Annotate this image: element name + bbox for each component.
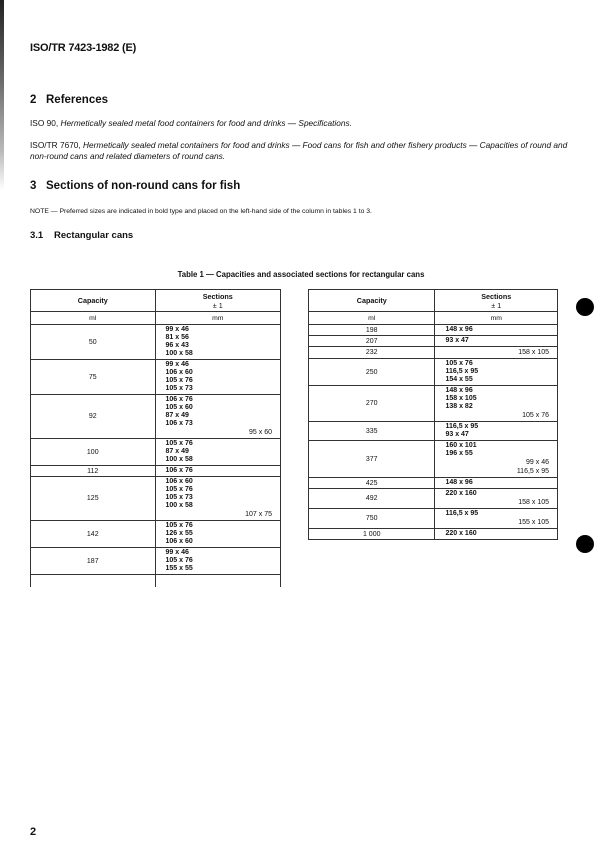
empty-cell bbox=[31, 575, 156, 588]
capacity-cell: 750 bbox=[309, 509, 435, 529]
preferred-section: 138 x 82 bbox=[445, 403, 473, 410]
table-row bbox=[31, 325, 281, 360]
capacity-cell: 75 bbox=[31, 360, 156, 395]
sections-cell bbox=[155, 395, 281, 439]
sections-cell bbox=[155, 477, 281, 521]
capacity-cell: 492 bbox=[309, 489, 435, 509]
capacity-cell: 1 000 bbox=[309, 529, 435, 540]
page-number: 2 bbox=[30, 826, 37, 838]
preferred-section: 81 x 56 bbox=[165, 334, 189, 341]
sections-cell bbox=[435, 325, 558, 336]
capacity-cell: 100 bbox=[31, 439, 156, 466]
sections-cell bbox=[155, 325, 281, 360]
capacity-cell: 125 bbox=[31, 477, 156, 521]
other-section: 107 x 75 bbox=[245, 511, 272, 518]
preferred-section: 106 x 73 bbox=[165, 420, 193, 427]
capacity-cell: 112 bbox=[31, 466, 156, 477]
preferred-section: 126 x 55 bbox=[165, 530, 193, 537]
preferred-section: 116,5 x 95 bbox=[445, 510, 479, 517]
reference-iso-90: ISO 90, Hermetically sealed metal food containers for food and drinks — Specifications. bbox=[30, 118, 352, 128]
sections-header: Sections ± 1 bbox=[435, 290, 558, 312]
table-row bbox=[31, 521, 281, 548]
preferred-section: 105 x 76 bbox=[165, 557, 193, 564]
sections-cell bbox=[155, 360, 281, 395]
capacity-unit: ml bbox=[309, 312, 435, 325]
preferred-section: 105 x 76 bbox=[165, 522, 193, 529]
reference-iso-tr-7670: ISO/TR 7670, Hermetically sealed metal containers for food and drinks — Food cans for fish and other fishery products — Capacities of round and non-round cans and related diameters of round cans. bbox=[30, 140, 568, 161]
empty-cell bbox=[155, 575, 281, 588]
preferred-section: 87 x 49 bbox=[165, 412, 189, 419]
preferred-section: 106 x 76 bbox=[165, 396, 193, 403]
document-identifier: ISO/TR 7423-1982 (E) bbox=[30, 42, 137, 54]
capacity-unit: ml bbox=[31, 312, 156, 325]
section-3-heading: 3 Sections of non-round cans for fish bbox=[30, 180, 241, 192]
table-row bbox=[31, 548, 281, 575]
scan-edge-shadow bbox=[0, 0, 4, 190]
sections-cell bbox=[435, 478, 558, 489]
table-row bbox=[309, 347, 558, 359]
preferred-section: 220 x 160 bbox=[445, 490, 477, 497]
sections-cell bbox=[155, 521, 281, 548]
table-row bbox=[309, 386, 558, 422]
preferred-section: 116,5 x 95 bbox=[445, 423, 479, 430]
capacity-cell: 232 bbox=[309, 347, 435, 359]
sections-header: Sections ± 1 bbox=[155, 290, 281, 312]
preferred-section: 99 x 46 bbox=[165, 326, 189, 333]
sections-cell bbox=[435, 336, 558, 347]
preferred-section: 106 x 60 bbox=[165, 538, 193, 545]
other-section: 116,5 x 95 bbox=[516, 468, 549, 475]
preferred-section: 148 x 96 bbox=[445, 387, 473, 394]
capacity-cell: 142 bbox=[31, 521, 156, 548]
sections-cell bbox=[435, 359, 558, 386]
table-row bbox=[31, 477, 281, 521]
binder-hole-top bbox=[576, 298, 594, 316]
sections-cell bbox=[155, 548, 281, 575]
preferred-section: 158 x 105 bbox=[445, 395, 477, 402]
table-row bbox=[309, 489, 558, 509]
preferred-section: 105 x 73 bbox=[165, 385, 193, 392]
preferred-section: 148 x 96 bbox=[445, 326, 473, 333]
capacity-cell: 92 bbox=[31, 395, 156, 439]
other-section: 105 x 76 bbox=[522, 412, 549, 419]
preferred-section: 105 x 60 bbox=[165, 404, 193, 411]
preferred-sizes-note: NOTE — Preferred sizes are indicated in bold type and placed on the left-hand side of the column in tables 1 to 3. bbox=[30, 208, 372, 215]
other-section: 158 x 105 bbox=[518, 349, 549, 356]
preferred-section: 160 x 101 bbox=[445, 442, 477, 449]
table-row bbox=[31, 360, 281, 395]
preferred-section: 106 x 60 bbox=[165, 369, 193, 376]
table-row bbox=[309, 359, 558, 386]
table-row bbox=[309, 325, 558, 336]
capacity-header: Capacity bbox=[31, 290, 156, 312]
capacity-cell: 270 bbox=[309, 386, 435, 422]
capacity-cell: 425 bbox=[309, 478, 435, 489]
preferred-section: 87 x 49 bbox=[165, 448, 189, 455]
preferred-section: 116,5 x 95 bbox=[445, 368, 479, 375]
table-continuation bbox=[31, 575, 281, 588]
preferred-section: 106 x 76 bbox=[165, 467, 193, 474]
other-section: 158 x 105 bbox=[518, 499, 549, 506]
capacity-header: Capacity bbox=[309, 290, 435, 312]
preferred-section: 196 x 55 bbox=[445, 450, 473, 457]
table-row bbox=[31, 395, 281, 439]
table-row bbox=[309, 509, 558, 529]
preferred-section: 154 x 55 bbox=[445, 376, 473, 383]
table-row bbox=[309, 478, 558, 489]
preferred-section: 106 x 60 bbox=[165, 478, 193, 485]
preferred-section: 100 x 58 bbox=[165, 456, 193, 463]
sections-cell bbox=[435, 441, 558, 478]
preferred-section: 105 x 76 bbox=[165, 486, 193, 493]
binder-hole-bottom bbox=[576, 535, 594, 553]
subsection-3-1-heading: 3.1 Rectangular cans bbox=[30, 230, 134, 241]
table-row bbox=[31, 439, 281, 466]
sections-cell bbox=[435, 386, 558, 422]
sections-cell bbox=[435, 509, 558, 529]
capacity-cell: 250 bbox=[309, 359, 435, 386]
preferred-section: 155 x 55 bbox=[165, 565, 193, 572]
capacity-cell: 377 bbox=[309, 441, 435, 478]
preferred-section: 99 x 46 bbox=[165, 549, 189, 556]
preferred-section: 100 x 58 bbox=[165, 350, 193, 357]
capacity-cell: 187 bbox=[31, 548, 156, 575]
preferred-section: 105 x 76 bbox=[445, 360, 473, 367]
table-row bbox=[309, 529, 558, 540]
capacity-cell: 207 bbox=[309, 336, 435, 347]
sections-cell bbox=[155, 439, 281, 466]
table-1-right bbox=[308, 289, 558, 540]
table-row bbox=[309, 441, 558, 478]
capacity-cell: 198 bbox=[309, 325, 435, 336]
table-1-left bbox=[30, 289, 281, 587]
preferred-section: 105 x 76 bbox=[165, 377, 193, 384]
sections-cell bbox=[435, 489, 558, 509]
preferred-section: 105 x 73 bbox=[165, 494, 193, 501]
section-2-heading: 2 References bbox=[30, 94, 109, 106]
capacity-cell: 50 bbox=[31, 325, 156, 360]
sections-unit: mm bbox=[155, 312, 281, 325]
table-row bbox=[31, 466, 281, 477]
table-1-title: Table 1 — Capacities and associated sections for rectangular cans bbox=[177, 270, 425, 279]
preferred-section: 96 x 43 bbox=[165, 342, 189, 349]
other-section: 95 x 60 bbox=[249, 429, 272, 436]
table-row bbox=[309, 336, 558, 347]
sections-cell bbox=[155, 466, 281, 477]
preferred-section: 220 x 160 bbox=[445, 530, 477, 537]
preferred-section: 99 x 46 bbox=[165, 361, 189, 368]
capacity-cell: 335 bbox=[309, 422, 435, 441]
other-section: 155 x 105 bbox=[518, 519, 549, 526]
sections-cell bbox=[435, 347, 558, 359]
sections-cell bbox=[435, 422, 558, 441]
table-row bbox=[309, 422, 558, 441]
preferred-section: 93 x 47 bbox=[445, 337, 469, 344]
other-section: 99 x 46 bbox=[526, 459, 549, 466]
preferred-section: 100 x 58 bbox=[165, 502, 193, 509]
sections-unit: mm bbox=[435, 312, 558, 325]
preferred-section: 105 x 76 bbox=[165, 440, 193, 447]
preferred-section: 148 x 96 bbox=[445, 479, 473, 486]
preferred-section: 93 x 47 bbox=[445, 431, 469, 438]
sections-cell bbox=[435, 529, 558, 540]
